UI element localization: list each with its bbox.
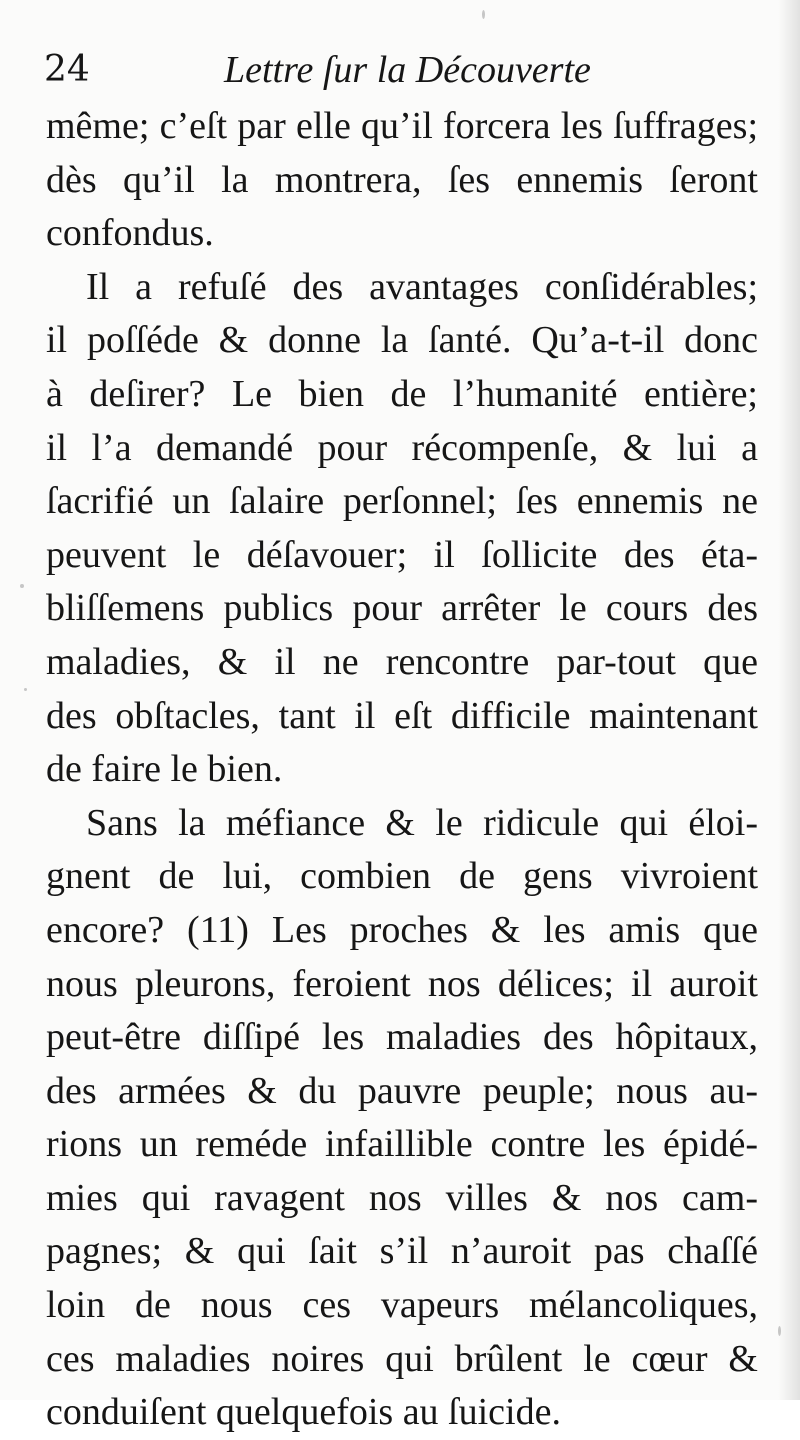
text-line: ſacrifié un ſalaire perſonnel; ſes ennemis ne bbox=[46, 480, 758, 523]
text-line: nous pleurons, feroient nos délices; il auroit bbox=[46, 962, 758, 1005]
running-head bbox=[44, 44, 764, 96]
text-line: encore? (11) Les proches & les amis que bbox=[46, 908, 758, 951]
text-line: des obſtacles, tant il eſt difficile maintenant bbox=[46, 694, 758, 737]
text-line: conduiſent quelquefois au ſuicide. bbox=[46, 1391, 561, 1434]
text-line: peuvent le déſavouer; il ſollicite des éta- bbox=[46, 533, 758, 576]
text-line: gnent de lui, combien de gens vivroient bbox=[46, 855, 758, 898]
text-line: maladies, & il ne rencontre par-tout que bbox=[46, 640, 758, 683]
ink-speck bbox=[20, 584, 24, 588]
text-line: il poſſéde & donne la ſanté. Qu’a-t-il donc bbox=[46, 319, 758, 362]
body-text bbox=[46, 100, 758, 1440]
text-line: loin de nous ces vapeurs mélancoliques, bbox=[46, 1284, 758, 1327]
text-line: de faire le bien. bbox=[46, 748, 283, 791]
page-number: 24 bbox=[44, 49, 90, 90]
text-line: des armées & du pauvre peuple; nous au- bbox=[46, 1069, 758, 1112]
text-line: dès qu’il la montrera, ſes ennemis ſeront bbox=[46, 158, 758, 201]
text-line: il l’a demandé pour récompenſe, & lui a bbox=[46, 426, 758, 469]
text-line: à deſirer? Le bien de l’humanité entière; bbox=[46, 372, 758, 415]
text-line: rions un reméde infaillible contre les épidé- bbox=[46, 1123, 758, 1166]
text-line: pagnes; & qui ſait s’il n’auroit pas chaſſé bbox=[46, 1230, 758, 1273]
text-line: ces maladies noires qui brûlent le cœur & bbox=[46, 1337, 758, 1380]
ink-speck bbox=[778, 1326, 781, 1336]
text-line: confondus. bbox=[46, 212, 214, 255]
paragraph-first-line: Sans la méfiance & le ridicule qui éloi- bbox=[86, 801, 758, 844]
text-line: mies qui ravagent nos villes & nos cam- bbox=[46, 1176, 758, 1219]
page-edge-shadow bbox=[778, 0, 800, 1400]
text-line: bliſſemens publics pour arrêter le cours des bbox=[46, 587, 758, 630]
text-line: peut-être diſſipé les maladies des hôpitaux, bbox=[46, 1016, 758, 1059]
ink-speck bbox=[24, 688, 27, 691]
paragraph-first-line: Il a refuſé des avantages conſidérables; bbox=[86, 265, 758, 308]
text-line: même; c’eſt par elle qu’il forcera les ſuffrages; bbox=[46, 105, 758, 147]
running-title: Lettre ſur la Découverte bbox=[224, 49, 591, 91]
ink-speck bbox=[482, 10, 485, 19]
